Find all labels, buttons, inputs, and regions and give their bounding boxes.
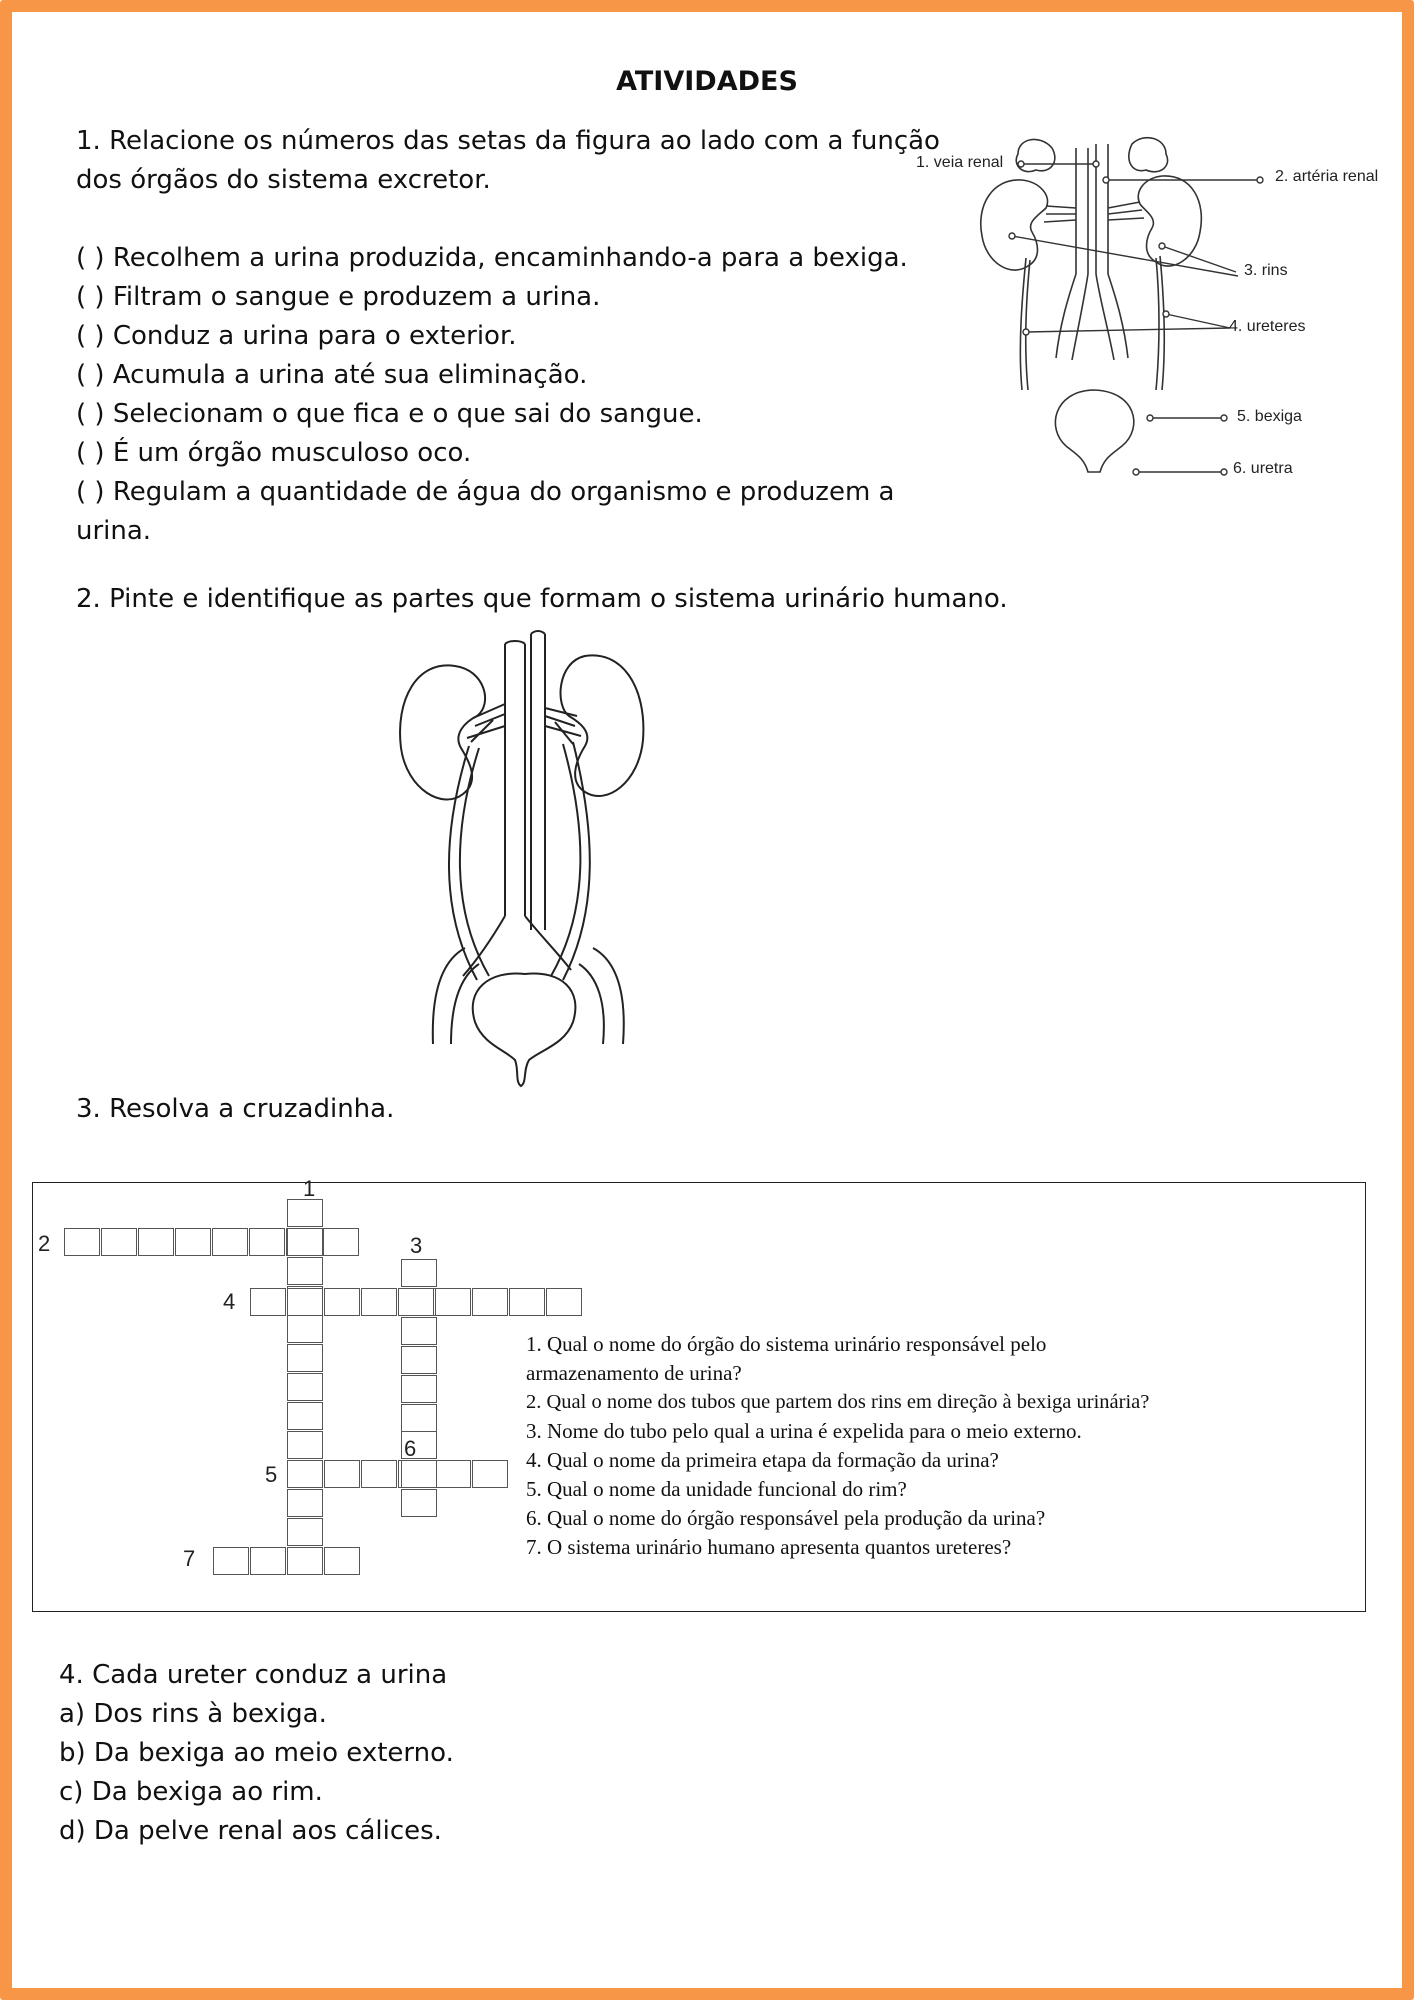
crossword-cell[interactable]: [435, 1460, 471, 1488]
crossword-cell[interactable]: [287, 1431, 323, 1459]
diagram-label-renal-vein: 1. veia renal: [916, 154, 1004, 171]
crossword-cell[interactable]: [401, 1317, 437, 1345]
crossword-clue: 4. Qual o nome da primeira etapa da formação da urina?: [526, 1448, 999, 1472]
crossword-cell[interactable]: [324, 1288, 360, 1316]
crossword-cell[interactable]: [212, 1228, 248, 1256]
crossword-cell[interactable]: [101, 1228, 137, 1256]
crossword-clue: 6. Qual o nome do órgão responsável pela produção da urina?: [526, 1506, 1046, 1530]
crossword-cell[interactable]: [361, 1288, 397, 1316]
crossword-cell[interactable]: [175, 1228, 211, 1256]
crossword-clue: 7. O sistema urinário humano apresenta quantos ureteres?: [526, 1535, 1012, 1559]
crossword-cell[interactable]: [287, 1315, 323, 1343]
crossword-clue: 5. Qual o nome da unidade funcional do rim?: [526, 1477, 907, 1501]
q4-option-c: c) Da bexiga ao rim.: [59, 1777, 323, 1807]
diagram-label-kidneys: 3. rins: [1244, 262, 1288, 279]
q1-intro-line-2: dos órgãos do sistema excretor.: [76, 165, 491, 195]
q4-option-d: d) Da pelve renal aos cálices.: [59, 1816, 442, 1846]
crossword-number: 3: [410, 1233, 423, 1258]
crossword-cell[interactable]: [64, 1228, 100, 1256]
crossword-cell[interactable]: [546, 1288, 582, 1316]
diagram-label-renal-artery: 2. artéria renal: [1275, 168, 1379, 185]
q1-item: ( ) Regulam a quantidade de água do organismo e produzem a: [76, 477, 895, 507]
crossword-cell[interactable]: [138, 1228, 174, 1256]
crossword-cell[interactable]: [250, 1547, 286, 1575]
crossword-cell[interactable]: [401, 1489, 437, 1517]
crossword-cell[interactable]: [324, 1460, 360, 1488]
crossword-cell[interactable]: [401, 1375, 437, 1403]
q1-item: urina.: [76, 516, 152, 546]
diagram-label-urethra: 6. uretra: [1233, 460, 1293, 477]
diagram-label-ureters: 4. ureteres: [1229, 318, 1306, 335]
q2-text: 2. Pinte e identifique as partes que formam o sistema urinário humano.: [76, 584, 1008, 614]
q4-option-b: b) Da bexiga ao meio externo.: [59, 1738, 454, 1768]
crossword-number: 2: [38, 1231, 51, 1256]
crossword-cell[interactable]: [287, 1199, 323, 1227]
crossword-cell[interactable]: [287, 1402, 323, 1430]
crossword-cell[interactable]: [287, 1257, 323, 1285]
crossword-cell[interactable]: [287, 1228, 323, 1256]
crossword-cell[interactable]: [509, 1288, 545, 1316]
crossword-clue: 1. Qual o nome do órgão do sistema urinário responsável pelo: [526, 1332, 1047, 1356]
crossword-cell[interactable]: [323, 1228, 359, 1256]
crossword-cell[interactable]: [401, 1460, 437, 1488]
q1-intro-line-1: 1. Relacione os números das setas da figura ao lado com a função: [76, 126, 940, 156]
crossword-number: 5: [265, 1462, 278, 1487]
crossword-cell[interactable]: [213, 1547, 249, 1575]
crossword-number: 4: [223, 1289, 236, 1314]
crossword-number: 1: [303, 1176, 316, 1201]
urinary-system-drawing: [395, 630, 665, 1090]
crossword-cell[interactable]: [472, 1288, 508, 1316]
q1-item: ( ) Filtram o sangue e produzem a urina.: [76, 282, 601, 312]
crossword-cell[interactable]: [287, 1489, 323, 1517]
crossword-cell[interactable]: [401, 1346, 437, 1374]
crossword-clue: 3. Nome do tubo pelo qual a urina é expelida para o meio externo.: [526, 1419, 1082, 1443]
crossword-number: 6: [404, 1436, 417, 1461]
crossword-cell[interactable]: [249, 1228, 285, 1256]
diagram-label-bladder: 5. bexiga: [1237, 408, 1302, 425]
q1-item: ( ) Acumula a urina até sua eliminação.: [76, 360, 588, 390]
page-title: ATIVIDADES: [616, 66, 798, 97]
q3-text: 3. Resolva a cruzadinha.: [76, 1094, 395, 1124]
crossword-cell[interactable]: [324, 1547, 360, 1575]
q1-item: ( ) Conduz a urina para o exterior.: [76, 321, 517, 351]
crossword-cell[interactable]: [287, 1460, 323, 1488]
crossword-cell[interactable]: [250, 1288, 286, 1316]
q1-item: ( ) É um órgão musculoso oco.: [76, 438, 472, 468]
q1-item: ( ) Selecionam o que fica e o que sai do sangue.: [76, 399, 703, 429]
crossword-cell[interactable]: [361, 1460, 397, 1488]
q4-question: 4. Cada ureter conduz a urina: [59, 1660, 448, 1690]
crossword-cell[interactable]: [287, 1373, 323, 1401]
q4-option-a: a) Dos rins à bexiga.: [59, 1699, 327, 1729]
crossword-clue: armazenamento de urina?: [526, 1361, 742, 1385]
crossword-cell[interactable]: [287, 1288, 323, 1316]
crossword-cell[interactable]: [401, 1404, 437, 1432]
crossword-cell[interactable]: [287, 1518, 323, 1546]
crossword-cell[interactable]: [435, 1288, 471, 1316]
crossword-cell[interactable]: [472, 1460, 508, 1488]
q1-item: ( ) Recolhem a urina produzida, encaminhando-a para a bexiga.: [76, 243, 908, 273]
crossword-number: 7: [183, 1546, 196, 1571]
crossword-cell[interactable]: [287, 1547, 323, 1575]
crossword-cell[interactable]: [401, 1259, 437, 1287]
crossword-cell[interactable]: [287, 1344, 323, 1372]
crossword-clue: 2. Qual o nome dos tubos que partem dos rins em direção à bexiga urinária?: [526, 1391, 1150, 1413]
crossword-cell[interactable]: [398, 1288, 434, 1316]
